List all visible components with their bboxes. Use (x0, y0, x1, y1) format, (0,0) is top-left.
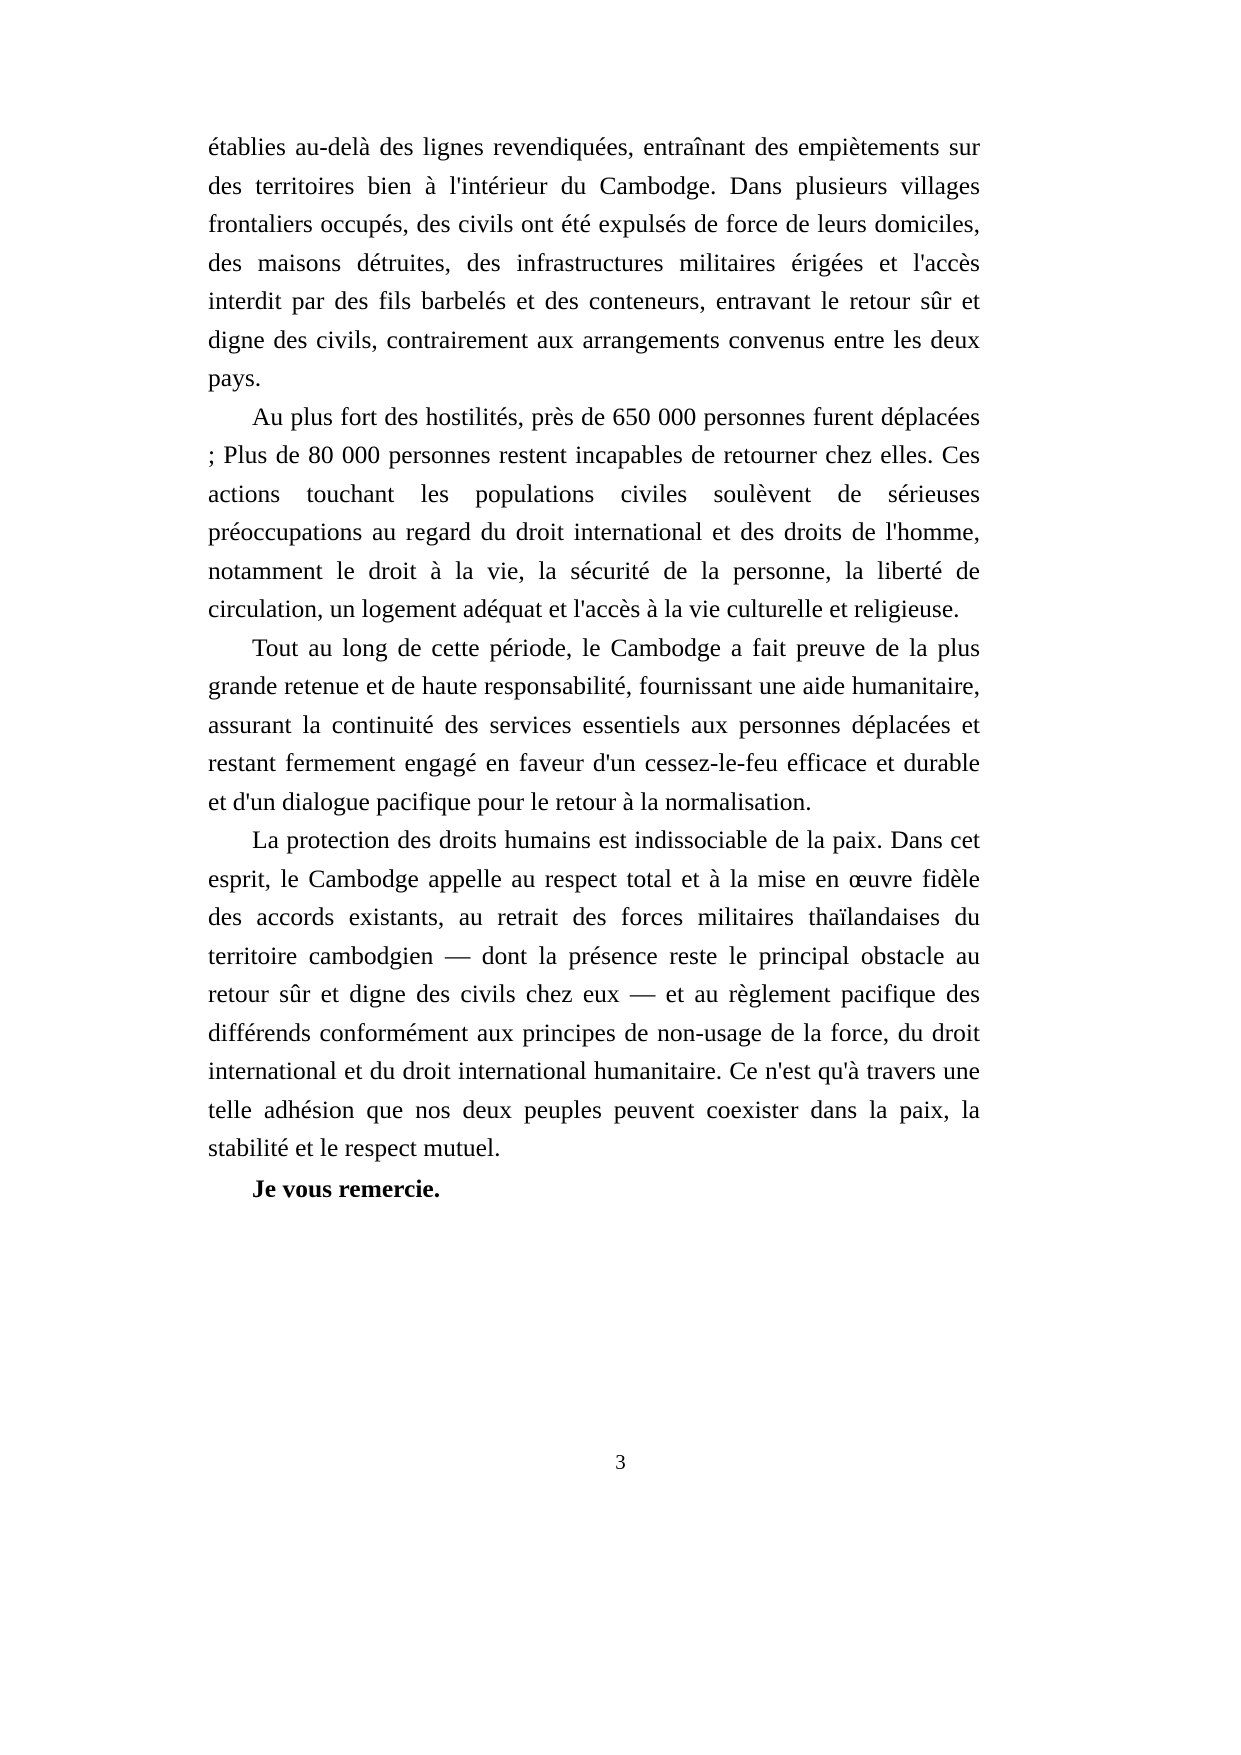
paragraph-continued: établies au-delà des lignes revendiquées, entraînant des empiètements sur des territoires bien à l'intérieur du Cambodge. Dans plusieurs villages frontaliers occupés, des civils ont été expulsés de force de leurs domiciles, des maisons détruites, des infrastructures militaires érigées et l'accès interdit par des fils barbelés et des conteneurs, entravant le retour sûr et digne des civils, contrairement aux arrangements convenus entre les deux pays. (208, 132, 980, 392)
paragraph-displacement-figures: Au plus fort des hostilités, près de 650 000 personnes furent déplacées ; Plus de 80 000 personnes restent incapables de retourner chez elles. Ces actions touchant les populations civiles soulèvent de sérieuses préoccupations au regard du droit international et des droits de l'homme, notamment le droit à la vie, la sécurité de la personne, la liberté de circulation, un logement adéquat et l'accès à la vie culturelle et religieuse. (208, 401, 980, 623)
paragraph-human-rights-and-peace: La protection des droits humains est indissociable de la paix. Dans cet esprit, le Cambodge appelle au respect total et à la mise en œuvre fidèle des accords existants, au retrait des forces militaires thaïlandaises du territoire cambodgien — dont la présence reste le principal obstacle au retour sûr et digne des civils chez eux — et au règlement pacifique des différends conformément aux principes de non-usage de la force, du droit international et du droit international humanitaire. Ce n'est qu'à travers une telle adhésion que nos deux peuples peuvent coexister dans la paix, la stabilité et le respect mutuel. (208, 825, 980, 1162)
page-number: 3 (615, 1450, 626, 1474)
paragraph-restraint-and-aid: Tout au long de cette période, le Cambodge a fait preuve de la plus grande retenue et de haute responsabilité, fournissant une aide humanitaire, assurant la continuité des services essentiels aux personnes déplacées et restant fermement engagé en faveur d'un cessez-le-feu efficace et durable et d'un dialogue pacifique pour le retour à la normalisation. (208, 632, 980, 816)
closing-thanks: Je vous remercie. (252, 1173, 441, 1203)
page-body (208, 128, 980, 1208)
